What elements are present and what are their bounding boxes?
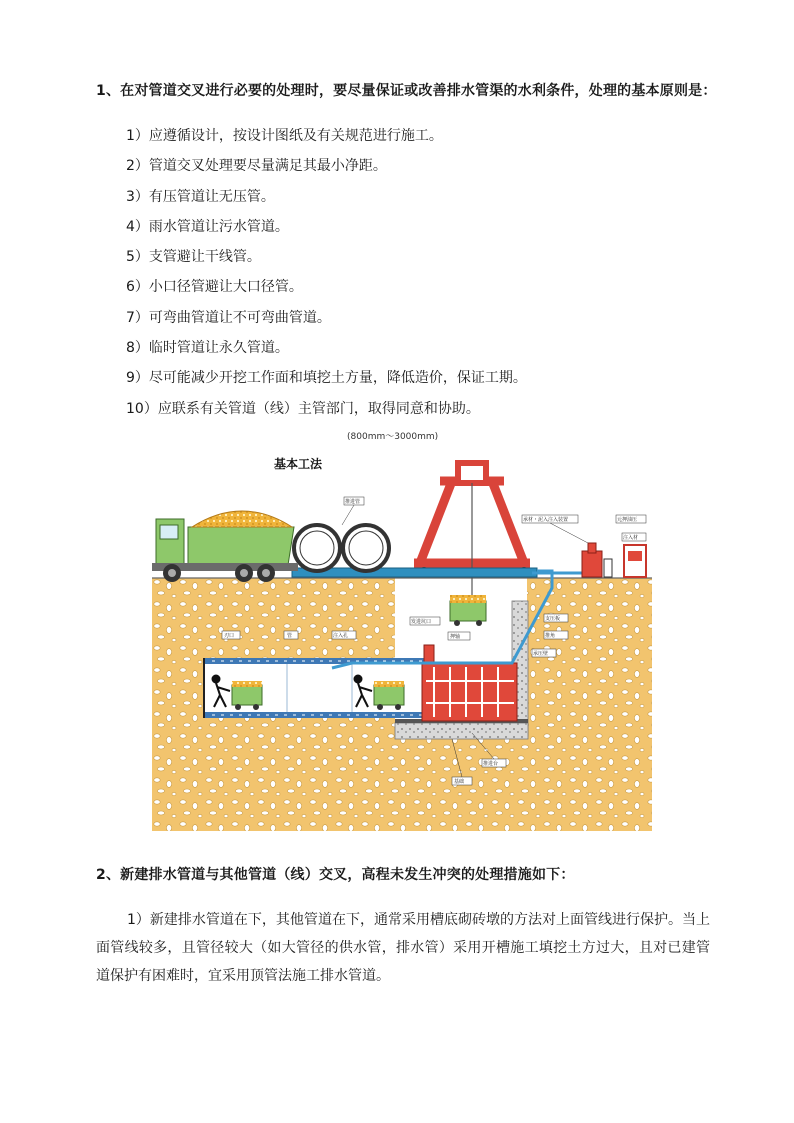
list-item: 9）尽可能减少开挖工作面和填挖土方量，降低造价，保证工期。: [126, 370, 527, 387]
label-inject-material: 注入材: [623, 535, 639, 541]
pipe-stack: [294, 525, 389, 571]
label-inject-hole: 注入孔: [333, 633, 349, 639]
label-tube: 管: [287, 633, 293, 639]
figure-title: 基本工法: [274, 457, 323, 471]
list-item: 6）小口径管避让大口径管。: [126, 279, 303, 296]
dump-truck: [152, 511, 298, 582]
injection-unit: [582, 543, 612, 577]
section1-heading: 1、在对管道交叉进行必要的处理时，要尽量保证或改善排水管渠的水利条件，处理的基本原则是：: [96, 83, 717, 99]
list-item: 3）有压管道让无压管。: [126, 188, 275, 205]
label-jack: 押轴: [450, 634, 461, 640]
list-item: 2）管道交叉处理要尽量满足其最小净距。: [126, 158, 387, 175]
list-item: 4）雨水管道让污水管道。: [126, 218, 289, 235]
list-item: 10）应联系有关管道（线）主管部门，取得同意和协助。: [126, 400, 480, 417]
label-jack-stand: 推角: [545, 633, 556, 639]
pipe-jacking-diagram: [152, 423, 652, 831]
section2-paragraph: 1）新建排水管道在下，其他管道在下，通常采用槽底砌砖墩的方法对上面管线进行保护。当上面管线较多，且管径较大（如大管径的供水管，排水管）采用开槽施工填挖土方过大，且对已建管道保护有困难时，宜采用顶管法施工排水管道。: [96, 912, 710, 984]
label-pump: 元押油压: [617, 517, 638, 523]
list-item: 8）临时管道让永久管道。: [126, 340, 289, 357]
label-cutting-edge: 刃口: [224, 633, 235, 639]
shaft-floor: [395, 723, 528, 739]
label-foundation: 基础: [454, 779, 465, 785]
list-item: 7）可弯曲管道让不可弯曲管道。: [126, 309, 331, 326]
range-label: (800mm～3000mm): [347, 432, 439, 442]
section2-heading: 2、新建排水管道与其他管道（线）交叉，高程未发生冲突的处理措施如下：: [96, 867, 575, 883]
label-material: 承材・泥入注入装置: [523, 517, 569, 523]
label-pipe: 推进管: [345, 499, 361, 505]
list-item: 5）支管避让干线管。: [126, 249, 261, 266]
list-item: 1）应遵循设计，按设计图纸及有关规范进行施工。: [126, 128, 443, 144]
hanging-bucket: [450, 595, 486, 626]
label-launch-port: 发进坑口: [411, 619, 432, 625]
label-thrust-wall: 承压壁: [533, 651, 549, 657]
label-guide: 推进台: [483, 761, 499, 767]
principles-list: [126, 128, 527, 431]
hydraulic-pump: [624, 545, 646, 577]
label-support-wall: 支压板: [545, 616, 561, 622]
